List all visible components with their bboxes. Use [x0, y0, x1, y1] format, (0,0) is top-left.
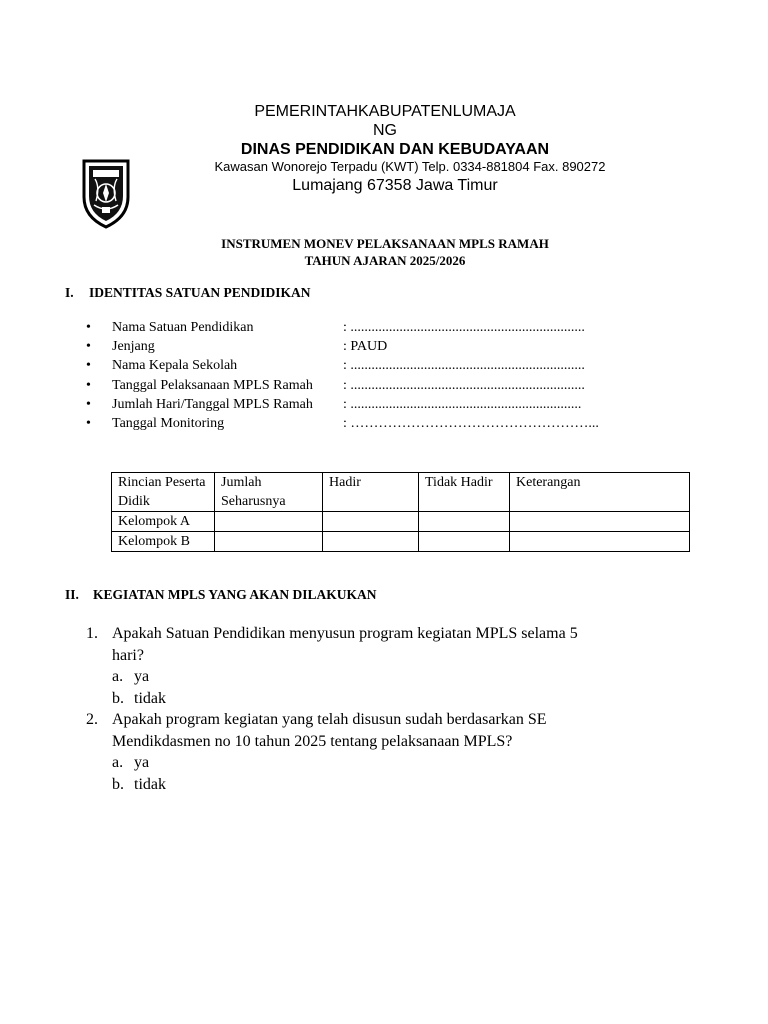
- option-letter: a.: [112, 668, 124, 685]
- question-item: [86, 623, 646, 709]
- identity-value[interactable]: : PAUD: [343, 339, 388, 355]
- table-header-cell: Hadir: [323, 473, 419, 512]
- table-header-cell: Keterangan: [510, 473, 690, 512]
- department-address: Kawasan Wonorejo Terpadu (KWT) Telp. 0334-881804 Fax. 890272: [214, 159, 606, 174]
- question-item: [86, 709, 646, 795]
- bullet-icon: •: [86, 320, 91, 335]
- table-header-cell: Tidak Hadir: [419, 473, 510, 512]
- document-title: [130, 235, 640, 269]
- option-letter: a.: [112, 754, 124, 771]
- option-letter: b.: [112, 689, 124, 707]
- table-cell[interactable]: [419, 532, 510, 552]
- option-tidak[interactable]: tidak: [134, 775, 166, 793]
- bullet-icon: •: [86, 358, 91, 374]
- bullet-icon: •: [86, 396, 91, 412]
- bullet-icon: •: [86, 339, 91, 355]
- regency-emblem-logo: [80, 157, 132, 229]
- table-cell[interactable]: [510, 512, 690, 532]
- document-title-line1: INSTRUMEN MONEV PELAKSANAAN MPLS RAMAH: [221, 236, 549, 251]
- identity-label: Jenjang: [112, 339, 155, 355]
- table-header-cell: Rincian Peserta Didik: [112, 473, 215, 512]
- question-text-line2: Mendikdasmen no 10 tahun 2025 tentang pelaksanaan MPLS?: [112, 732, 513, 750]
- question-number: 2.: [86, 711, 98, 728]
- table-row: [112, 512, 690, 532]
- question-number: 1.: [86, 625, 98, 642]
- table-cell[interactable]: [510, 532, 690, 552]
- identity-label: Jumlah Hari/Tanggal MPLS Ramah: [112, 396, 313, 412]
- table-cell: Kelompok A: [112, 512, 215, 532]
- section2-number: II.: [65, 587, 79, 602]
- option-tidak[interactable]: tidak: [134, 689, 166, 707]
- table-cell[interactable]: [419, 512, 510, 532]
- table-row: [112, 532, 690, 552]
- identity-label: Tanggal Pelaksanaan MPLS Ramah: [112, 377, 313, 393]
- table-cell[interactable]: [323, 512, 419, 532]
- table-cell: Kelompok B: [112, 532, 215, 552]
- question-text-line2: hari?: [112, 646, 144, 664]
- option-ya[interactable]: ya: [134, 754, 150, 771]
- table-cell[interactable]: [215, 512, 323, 532]
- table-cell[interactable]: [215, 532, 323, 552]
- question-text-line1: Apakah program kegiatan yang telah disusun sudah berdasarkan SE: [112, 711, 547, 728]
- attendance-table: [111, 472, 690, 552]
- government-name-line1: PEMERINTAHKABUPATENLUMAJA: [254, 103, 516, 120]
- option-letter: b.: [112, 775, 124, 793]
- table-cell[interactable]: [323, 532, 419, 552]
- section2-heading: KEGIATAN MPLS YANG AKAN DILAKUKAN: [93, 587, 377, 602]
- identity-value[interactable]: : ...................................................................: [343, 320, 585, 335]
- document-title-line2: TAHUN AJARAN 2025/2026: [304, 253, 466, 268]
- department-name: DINAS PENDIDIKAN DAN KEBUDAYAAN: [240, 141, 550, 158]
- bullet-icon: •: [86, 377, 91, 393]
- bullet-icon: •: [86, 415, 91, 431]
- identity-value[interactable]: : ..................................................................: [343, 396, 582, 412]
- identity-label: Nama Satuan Pendidikan: [112, 320, 254, 335]
- section1-number: I.: [65, 285, 74, 300]
- department-city: Lumajang 67358 Jawa Timur: [292, 177, 498, 194]
- table-header-cell: Jumlah Seharusnya: [215, 473, 323, 512]
- question-list: [86, 623, 646, 795]
- identity-value[interactable]: : ……………………………………………...: [343, 415, 599, 431]
- identity-value[interactable]: : ...................................................................: [343, 377, 585, 393]
- table-header-row: [112, 473, 690, 512]
- section1-heading: IDENTITAS SATUAN PENDIDIKAN: [89, 285, 311, 300]
- identity-label: Tanggal Monitoring: [112, 415, 225, 431]
- identity-label: Nama Kepala Sekolah: [112, 358, 238, 374]
- identity-value[interactable]: : ...................................................................: [343, 358, 585, 374]
- government-name-line2: NG: [373, 122, 397, 139]
- option-ya[interactable]: ya: [134, 668, 150, 685]
- question-text-line1: Apakah Satuan Pendidikan menyusun program kegiatan MPLS selama 5: [112, 625, 578, 642]
